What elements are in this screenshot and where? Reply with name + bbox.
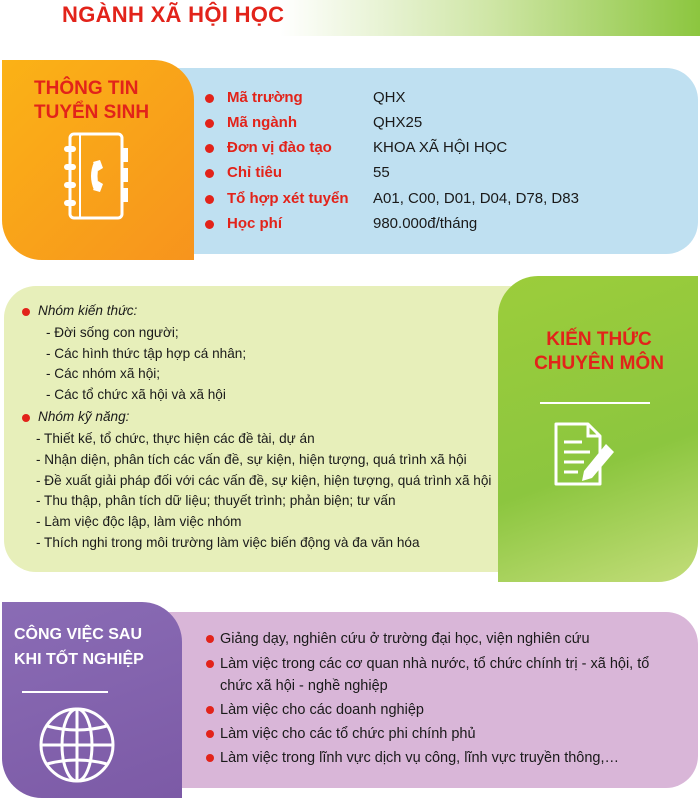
info-value: QHX25 [373, 114, 423, 131]
career-item-text: Làm việc trong lĩnh vực dịch vụ công, lĩnh vực truyền thông,… [220, 750, 620, 766]
info-label: Đơn vị đào tạo [227, 139, 332, 156]
document-pen-icon [548, 420, 618, 490]
info-value: 55 [373, 164, 390, 181]
bullet-dot [206, 754, 214, 762]
career-item [206, 747, 676, 769]
group-label: Nhóm kỹ năng: [38, 409, 130, 424]
knowledge-title: KIẾN THỨC CHUYÊN MÔN [534, 329, 664, 374]
list-item: - Nhận diện, phân tích các vấn đề, sự kiện, hiện tượng, quá trình xã hội [36, 452, 467, 467]
address-book-phone-icon [60, 128, 132, 224]
info-value: QHX [373, 89, 406, 106]
bullet-dot [22, 308, 30, 316]
list-item: - Đề xuất giải pháp đối với các vấn đề, sự kiện, hiện tượng, quá trình xã hội [36, 473, 492, 488]
info-label: Học phí [227, 215, 282, 232]
list-item: - Các nhóm xã hội; [46, 366, 161, 381]
list-item: - Thích nghi trong môi trường làm việc biến động và đa văn hóa [36, 535, 420, 550]
list-item: - Các tổ chức xã hội và xã hội [46, 387, 226, 402]
list-item: - Làm việc độc lập, làm việc nhóm [36, 514, 242, 529]
list-item: - Thiết kế, tổ chức, thực hiện các đề tài, dự án [36, 431, 315, 446]
admission-info-title: THÔNG TIN TUYỂN SINH [34, 78, 150, 123]
page-title: NGÀNH XÃ HỘI HỌC [62, 2, 285, 27]
career-item-text: Làm việc cho các tổ chức phi chính phủ [220, 726, 476, 742]
bullet-dot [206, 660, 214, 668]
info-label: Tổ hợp xét tuyển [227, 190, 349, 207]
list-item: - Đời sống con người; [46, 325, 179, 340]
info-label: Chỉ tiêu [227, 164, 282, 181]
career-title: CÔNG VIỆC SAU KHI TỐT NGHIỆP [14, 626, 144, 668]
bullet-dot [206, 706, 214, 714]
career-item-text: Làm việc cho các doanh nghiệp [220, 702, 424, 718]
bullet-dot [205, 144, 214, 153]
info-label: Mã ngành [227, 114, 297, 131]
group-label: Nhóm kiến thức: [38, 303, 138, 318]
info-value: 980.000đ/tháng [373, 215, 478, 232]
info-value: KHOA XÃ HỘI HỌC [373, 139, 508, 156]
career-item [206, 723, 676, 745]
career-item [206, 628, 676, 650]
bullet-dot [22, 414, 30, 422]
bullet-dot [205, 119, 214, 128]
bullet-dot [205, 94, 214, 103]
career-item-text: Làm việc trong các cơ quan nhà nước, tổ chức chính trị - xã hội, tổ chức xã hội - nghề nghiệp [220, 656, 650, 694]
bullet-dot [205, 220, 214, 229]
info-label: Mã trường [227, 89, 303, 106]
career-item [206, 699, 676, 721]
divider [540, 402, 650, 404]
list-item: - Thu thập, phân tích dữ liệu; thuyết trình; phản biện; tư vấn [36, 493, 396, 508]
career-item [206, 653, 676, 697]
bullet-dot [206, 730, 214, 738]
info-value: A01, C00, D01, D04, D78, D83 [373, 190, 579, 207]
bullet-dot [205, 169, 214, 178]
career-item-text: Giảng dạy, nghiên cứu ở trường đại học, viện nghiên cứu [220, 631, 590, 647]
list-item: - Các hình thức tập hợp cá nhân; [46, 346, 247, 361]
divider [22, 691, 108, 693]
bullet-dot [205, 195, 214, 204]
globe-icon [36, 704, 118, 786]
bullet-dot [206, 635, 214, 643]
